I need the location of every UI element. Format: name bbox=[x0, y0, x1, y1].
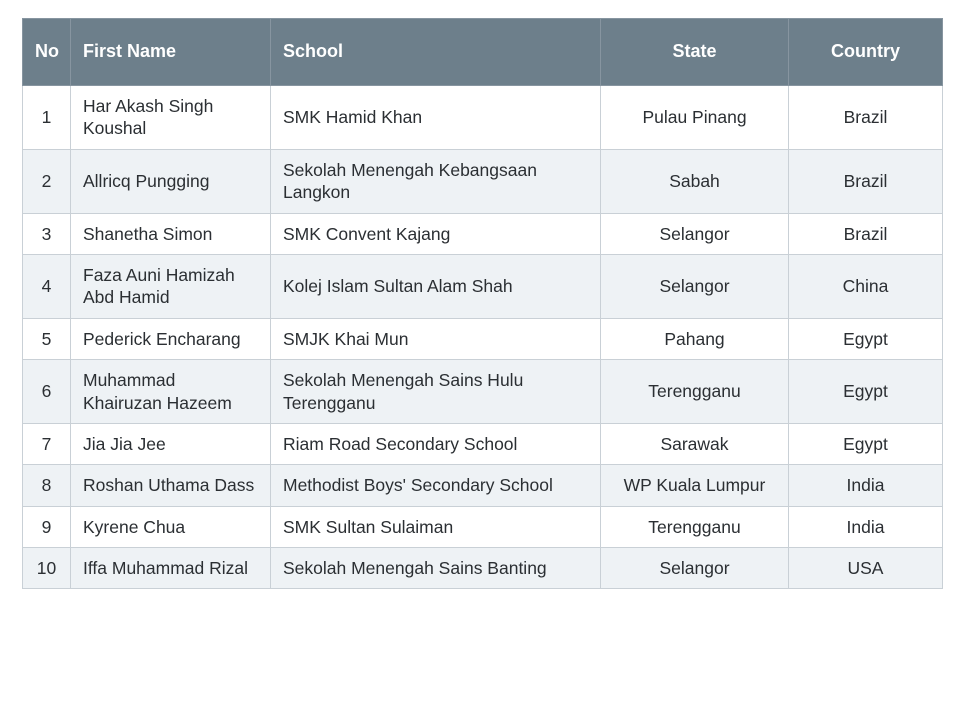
cell-state: Selangor bbox=[601, 548, 789, 589]
column-header-school[interactable]: School bbox=[271, 19, 601, 86]
cell-no: 9 bbox=[23, 506, 71, 547]
cell-no: 4 bbox=[23, 254, 71, 318]
table-row bbox=[23, 360, 943, 424]
cell-first-name: Har Akash Singh Koushal bbox=[71, 86, 271, 150]
table-header bbox=[23, 19, 943, 86]
table-row bbox=[23, 548, 943, 589]
cell-first-name: Jia Jia Jee bbox=[71, 423, 271, 464]
cell-no: 7 bbox=[23, 423, 71, 464]
cell-no: 6 bbox=[23, 360, 71, 424]
column-header-country[interactable]: Country bbox=[789, 19, 943, 86]
table-row bbox=[23, 318, 943, 359]
cell-country: Brazil bbox=[789, 86, 943, 150]
cell-first-name: Kyrene Chua bbox=[71, 506, 271, 547]
cell-school: Methodist Boys' Secondary School bbox=[271, 465, 601, 506]
cell-state: Pahang bbox=[601, 318, 789, 359]
cell-school: SMK Convent Kajang bbox=[271, 213, 601, 254]
cell-state: Pulau Pinang bbox=[601, 86, 789, 150]
cell-no: 3 bbox=[23, 213, 71, 254]
cell-no: 5 bbox=[23, 318, 71, 359]
cell-first-name: Iffa Muhammad Rizal bbox=[71, 548, 271, 589]
cell-first-name: Shanetha Simon bbox=[71, 213, 271, 254]
cell-state: Terengganu bbox=[601, 360, 789, 424]
cell-country: China bbox=[789, 254, 943, 318]
cell-no: 10 bbox=[23, 548, 71, 589]
cell-state: WP Kuala Lumpur bbox=[601, 465, 789, 506]
cell-state: Sarawak bbox=[601, 423, 789, 464]
cell-country: Egypt bbox=[789, 423, 943, 464]
cell-no: 8 bbox=[23, 465, 71, 506]
cell-first-name: Faza Auni Hamizah Abd Hamid bbox=[71, 254, 271, 318]
cell-state: Selangor bbox=[601, 213, 789, 254]
cell-first-name: Pederick Encharang bbox=[71, 318, 271, 359]
cell-school: Sekolah Menengah Sains Banting bbox=[271, 548, 601, 589]
cell-school: Riam Road Secondary School bbox=[271, 423, 601, 464]
table-row bbox=[23, 86, 943, 150]
table-row bbox=[23, 149, 943, 213]
cell-school: SMK Sultan Sulaiman bbox=[271, 506, 601, 547]
cell-no: 2 bbox=[23, 149, 71, 213]
cell-country: Egypt bbox=[789, 318, 943, 359]
cell-country: Brazil bbox=[789, 213, 943, 254]
table-row bbox=[23, 465, 943, 506]
table-body bbox=[23, 86, 943, 589]
table-row bbox=[23, 254, 943, 318]
cell-country: India bbox=[789, 465, 943, 506]
cell-state: Selangor bbox=[601, 254, 789, 318]
table-header-row bbox=[23, 19, 943, 86]
cell-first-name: Roshan Uthama Dass bbox=[71, 465, 271, 506]
cell-country: Egypt bbox=[789, 360, 943, 424]
column-header-state[interactable]: State bbox=[601, 19, 789, 86]
cell-school: Kolej Islam Sultan Alam Shah bbox=[271, 254, 601, 318]
cell-first-name: Allricq Pungging bbox=[71, 149, 271, 213]
cell-no: 1 bbox=[23, 86, 71, 150]
cell-state: Terengganu bbox=[601, 506, 789, 547]
column-header-no[interactable]: No bbox=[23, 19, 71, 86]
students-table bbox=[22, 18, 943, 589]
table-row bbox=[23, 506, 943, 547]
column-header-first-name[interactable]: First Name bbox=[71, 19, 271, 86]
table-row bbox=[23, 423, 943, 464]
cell-school: Sekolah Menengah Sains Hulu Terengganu bbox=[271, 360, 601, 424]
cell-country: Brazil bbox=[789, 149, 943, 213]
cell-school: SMK Hamid Khan bbox=[271, 86, 601, 150]
cell-state: Sabah bbox=[601, 149, 789, 213]
cell-first-name: Muhammad Khairuzan Hazeem bbox=[71, 360, 271, 424]
cell-country: India bbox=[789, 506, 943, 547]
cell-school: SMJK Khai Mun bbox=[271, 318, 601, 359]
cell-school: Sekolah Menengah Kebangsaan Langkon bbox=[271, 149, 601, 213]
table-row bbox=[23, 213, 943, 254]
cell-country: USA bbox=[789, 548, 943, 589]
